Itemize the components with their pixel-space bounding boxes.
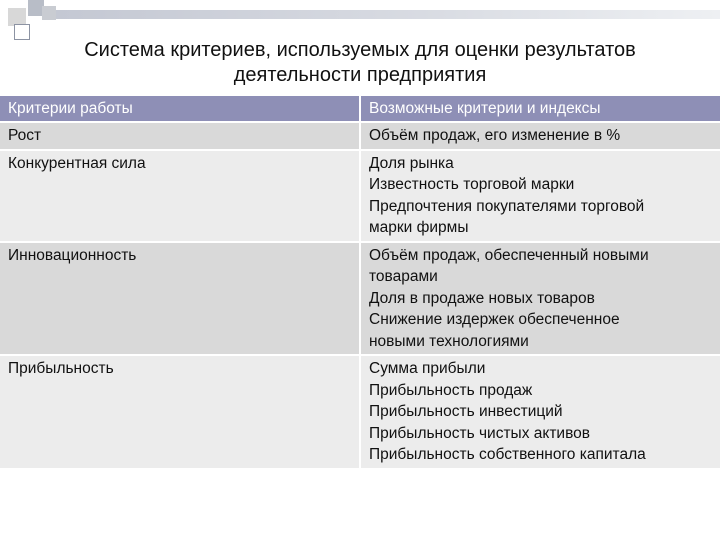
criterion-cell: Инновационность (0, 242, 360, 356)
index-item: товарами (369, 268, 438, 285)
slide-title (20, 38, 700, 88)
table-row (0, 122, 720, 150)
indices-cell (360, 150, 720, 242)
criteria-table (0, 96, 720, 470)
index-item: Предпочтения покупателями торговой (369, 197, 645, 215)
criterion-cell: Конкурентная сила (0, 150, 360, 242)
index-item: Доля рынка (369, 154, 454, 172)
slide-title-line-2: деятельности предприятия (233, 64, 487, 86)
table-row (0, 355, 720, 469)
table-header-row (0, 96, 720, 122)
index-item: Прибыльность инвестиций (369, 403, 563, 420)
index-item: Прибыльность собственного капитала (369, 446, 646, 463)
index-item: Объём продаж, обеспеченный новыми (369, 246, 649, 264)
index-item: Снижение издержек обеспеченное (369, 311, 620, 328)
decorative-square (42, 6, 56, 20)
column-header-criteria: Критерии работы (0, 96, 360, 122)
indices-cell (360, 122, 720, 150)
indices-cell (360, 242, 720, 356)
indices-cell (360, 355, 720, 469)
index-item: Сумма прибыли (369, 360, 486, 377)
index-item: Прибыльность чистых активов (369, 424, 590, 442)
index-item: марки фирмы (369, 219, 469, 236)
slide-title-line-1: Система критериев, используемых для оценки результатов (84, 39, 636, 61)
table-row (0, 242, 720, 356)
index-item: новыми технологиями (369, 332, 529, 350)
decorative-top-bar (56, 10, 720, 19)
index-item: Объём продаж, его изменение в % (369, 127, 621, 144)
criterion-cell: Прибыльность (0, 355, 360, 469)
criterion-cell: Рост (0, 122, 360, 150)
table-row (0, 150, 720, 242)
index-item: Доля в продаже новых товаров (369, 289, 595, 307)
index-item: Прибыльность продаж (369, 381, 533, 399)
column-header-indices: Возможные критерии и индексы (360, 96, 720, 122)
index-item: Известность торговой марки (369, 176, 575, 193)
